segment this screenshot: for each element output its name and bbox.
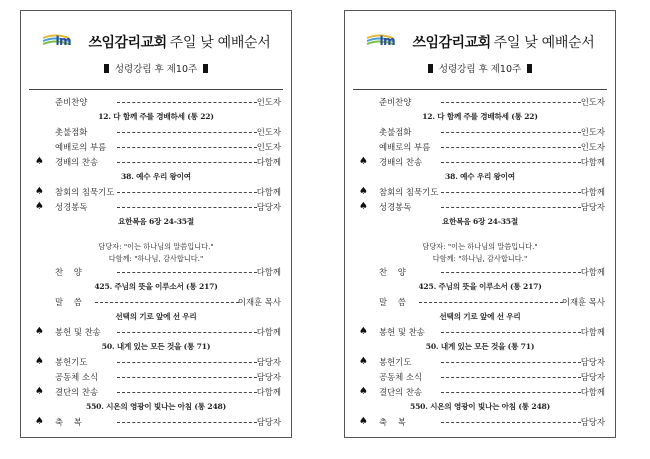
spade-icon: ♠ — [35, 386, 44, 397]
title-row — [21, 31, 291, 53]
hymn-or-scripture-line: 12. 다 함께 주를 경배하세 (통 22) — [422, 112, 538, 121]
order-item-name: 예배로의 부름 — [55, 142, 107, 152]
order-item-name: 경배의 찬송 — [55, 157, 99, 167]
hymn-or-scripture-line: 선택의 기로 앞에 선 우리 — [439, 312, 521, 321]
subtitle-text: 성령강림 후 제10주 — [114, 64, 198, 75]
church-name: 쓰임감리교회 — [88, 35, 167, 51]
bulletin-panel-right — [344, 10, 616, 438]
bulletin-header — [345, 31, 615, 75]
spade-icon: ♠ — [359, 326, 368, 337]
order-item-leader-role: 다함께 — [256, 387, 281, 397]
order-item-leader-role: 이재훈 목사 — [237, 297, 281, 307]
order-item-name: 준비찬양 — [379, 97, 412, 107]
order-item-leader-role: 다함께 — [580, 157, 605, 167]
spade-icon: ♠ — [35, 201, 44, 212]
order-item — [21, 95, 291, 110]
worship-order — [345, 95, 615, 430]
dotted-leader — [117, 272, 257, 273]
square-bullet-icon — [527, 64, 532, 73]
dotted-leader — [117, 392, 257, 393]
dotted-leader — [117, 422, 257, 423]
church-logo — [365, 32, 409, 52]
header-divider — [353, 89, 607, 90]
square-bullet-icon — [203, 64, 208, 73]
spade-icon: ♠ — [359, 386, 368, 397]
order-item-name: 경배의 찬송 — [379, 157, 423, 167]
hymn-or-scripture-line: 38. 예수 우리 왕이여 — [445, 172, 515, 181]
logo-text: lm — [55, 34, 72, 48]
order-item-name: 봉헌 및 찬송 — [55, 327, 101, 337]
order-item-name: 찬 양 — [55, 267, 82, 277]
dotted-leader — [441, 362, 581, 363]
order-item-leader-role: 담당자 — [256, 417, 281, 427]
dotted-leader — [117, 192, 257, 193]
dotted-leader — [441, 272, 581, 273]
order-item-leader-role: 다함께 — [580, 387, 605, 397]
order-item-name: 결단의 찬송 — [379, 387, 423, 397]
order-item-leader-role: 인도자 — [580, 97, 605, 107]
dotted-leader — [117, 162, 257, 163]
spacer — [345, 230, 615, 241]
order-item-leader-role: 담당자 — [256, 202, 281, 212]
order-item — [345, 185, 615, 200]
order-item-name: 찬 양 — [379, 267, 406, 277]
order-item-name: 촛불점화 — [379, 127, 412, 137]
order-item-name: 참회의 침묵기도 — [379, 187, 439, 197]
order-item-leader-role: 다함께 — [580, 327, 605, 337]
dotted-leader — [117, 332, 257, 333]
order-item-leader-role: 담당자 — [256, 372, 281, 382]
dotted-leader — [441, 192, 581, 193]
order-item — [21, 385, 291, 400]
dotted-leader — [441, 392, 581, 393]
hymn-or-scripture-line: 425. 주님의 뜻을 이루소서 (통 217) — [418, 282, 542, 291]
order-item-name: 축 복 — [55, 417, 82, 427]
dotted-leader — [95, 302, 239, 303]
dotted-leader — [117, 207, 257, 208]
responsive-reading-line: 담당자: "이는 하나님의 말씀입니다." — [422, 242, 538, 251]
dotted-leader — [117, 132, 257, 133]
dotted-leader — [441, 132, 581, 133]
spacer — [21, 230, 291, 241]
square-bullet-icon — [428, 64, 433, 73]
order-item-name: 말 씀 — [55, 297, 82, 307]
order-item — [21, 355, 291, 370]
order-item — [345, 95, 615, 110]
order-item-leader-role: 담당자 — [580, 202, 605, 212]
order-item-name: 축 복 — [379, 417, 406, 427]
title-row — [345, 31, 615, 53]
order-item — [345, 140, 615, 155]
order-item — [21, 295, 291, 310]
order-item — [345, 415, 615, 430]
order-item-name: 공동체 소식 — [55, 372, 99, 382]
dotted-leader — [117, 377, 257, 378]
order-item-name: 예배로의 부름 — [379, 142, 431, 152]
spade-icon: ♠ — [359, 416, 368, 427]
order-item — [21, 265, 291, 280]
spade-icon: ♠ — [35, 326, 44, 337]
hymn-or-scripture-line: 12. 다 함께 주를 경배하세 (통 22) — [98, 112, 214, 121]
order-item-leader-role: 다함께 — [580, 187, 605, 197]
order-item-name: 봉헌기도 — [379, 357, 412, 367]
order-item — [21, 140, 291, 155]
order-item — [21, 185, 291, 200]
spade-icon: ♠ — [359, 201, 368, 212]
dotted-leader — [441, 147, 581, 148]
order-item-leader-role: 다함께 — [256, 267, 281, 277]
church-name: 쓰임감리교회 — [412, 35, 491, 51]
spade-icon: ♠ — [359, 156, 368, 167]
order-item — [345, 370, 615, 385]
order-item-name: 결단의 찬송 — [55, 387, 99, 397]
order-item-name: 성경봉독 — [379, 202, 412, 212]
header-divider — [29, 89, 283, 90]
square-bullet-icon — [104, 64, 109, 73]
hymn-or-scripture-line: 선택의 기로 앞에 선 우리 — [115, 312, 197, 321]
order-item — [345, 355, 615, 370]
order-item-leader-role: 인도자 — [580, 142, 605, 152]
order-item-leader-role: 인도자 — [256, 127, 281, 137]
order-item-leader-role: 다함께 — [256, 157, 281, 167]
order-item — [345, 265, 615, 280]
subtitle-text: 성령강림 후 제10주 — [438, 64, 522, 75]
dotted-leader — [441, 162, 581, 163]
church-logo — [41, 32, 85, 52]
hymn-or-scripture-line: 425. 주님의 뜻을 이루소서 (통 217) — [94, 282, 218, 291]
dotted-leader — [117, 362, 257, 363]
order-item-name: 봉헌 및 찬송 — [379, 327, 425, 337]
order-item-leader-role: 인도자 — [256, 142, 281, 152]
order-item-name: 참회의 침묵기도 — [55, 187, 115, 197]
dotted-leader — [441, 332, 581, 333]
dotted-leader — [419, 302, 563, 303]
order-item — [345, 125, 615, 140]
hymn-or-scripture-line: 50. 내게 있는 모든 것을 (통 71) — [101, 342, 211, 351]
order-item — [21, 370, 291, 385]
responsive-reading-line: 다함께: "하나님, 감사합니다." — [108, 254, 204, 263]
spade-icon: ♠ — [35, 356, 44, 367]
hymn-or-scripture-line: 50. 내게 있는 모든 것을 (통 71) — [425, 342, 535, 351]
order-item-leader-role: 담당자 — [580, 417, 605, 427]
service-title: 주일 낮 예배순서 — [169, 35, 271, 51]
hymn-or-scripture-line: 550. 시온의 영광이 빛나는 아침 (통 248) — [409, 402, 551, 411]
order-item-name: 말 씀 — [379, 297, 406, 307]
dotted-leader — [441, 102, 581, 103]
order-item-leader-role: 인도자 — [580, 127, 605, 137]
service-title: 주일 낮 예배순서 — [493, 35, 595, 51]
dotted-leader — [441, 377, 581, 378]
order-item-leader-role: 다함께 — [580, 267, 605, 277]
subtitle — [345, 61, 615, 75]
logo-text: lm — [379, 34, 396, 48]
order-item — [345, 200, 615, 215]
order-item-leader-role: 담당자 — [580, 372, 605, 382]
order-item — [21, 415, 291, 430]
subtitle — [21, 61, 291, 75]
order-item — [21, 200, 291, 215]
hymn-or-scripture-line: 요한복음 6장 24-35절 — [441, 217, 519, 226]
order-item-name: 성경봉독 — [55, 202, 88, 212]
bulletin-header — [21, 31, 291, 75]
order-item — [345, 325, 615, 340]
dotted-leader — [441, 422, 581, 423]
responsive-reading-line: 다함께: "하나님, 감사합니다." — [432, 254, 528, 263]
order-item — [21, 325, 291, 340]
spade-icon: ♠ — [359, 186, 368, 197]
worship-order — [21, 95, 291, 430]
bulletin-panel-left — [20, 10, 292, 438]
order-item-name: 공동체 소식 — [379, 372, 423, 382]
order-item-leader-role: 이재훈 목사 — [561, 297, 605, 307]
hymn-or-scripture-line: 38. 예수 우리 왕이여 — [121, 172, 191, 181]
hymn-or-scripture-line: 550. 시온의 영광이 빛나는 아침 (통 248) — [85, 402, 227, 411]
order-item — [345, 155, 615, 170]
responsive-reading-line: 담당자: "이는 하나님의 말씀입니다." — [98, 242, 214, 251]
order-item-name: 준비찬양 — [55, 97, 88, 107]
hymn-or-scripture-line: 요한복음 6장 24-35절 — [117, 217, 195, 226]
order-item-leader-role: 다함께 — [256, 327, 281, 337]
dotted-leader — [117, 102, 257, 103]
spade-icon: ♠ — [35, 416, 44, 427]
spade-icon: ♠ — [35, 156, 44, 167]
order-item — [21, 155, 291, 170]
order-item-name: 촛불점화 — [55, 127, 88, 137]
order-item-leader-role: 담당자 — [256, 357, 281, 367]
order-item — [21, 125, 291, 140]
dotted-leader — [441, 207, 581, 208]
spade-icon: ♠ — [35, 186, 44, 197]
dotted-leader — [117, 147, 257, 148]
order-item — [345, 385, 615, 400]
spade-icon: ♠ — [359, 356, 368, 367]
order-item-leader-role: 다함께 — [256, 187, 281, 197]
order-item-leader-role: 담당자 — [580, 357, 605, 367]
order-item — [345, 295, 615, 310]
order-item-name: 봉헌기도 — [55, 357, 88, 367]
order-item-leader-role: 인도자 — [256, 97, 281, 107]
